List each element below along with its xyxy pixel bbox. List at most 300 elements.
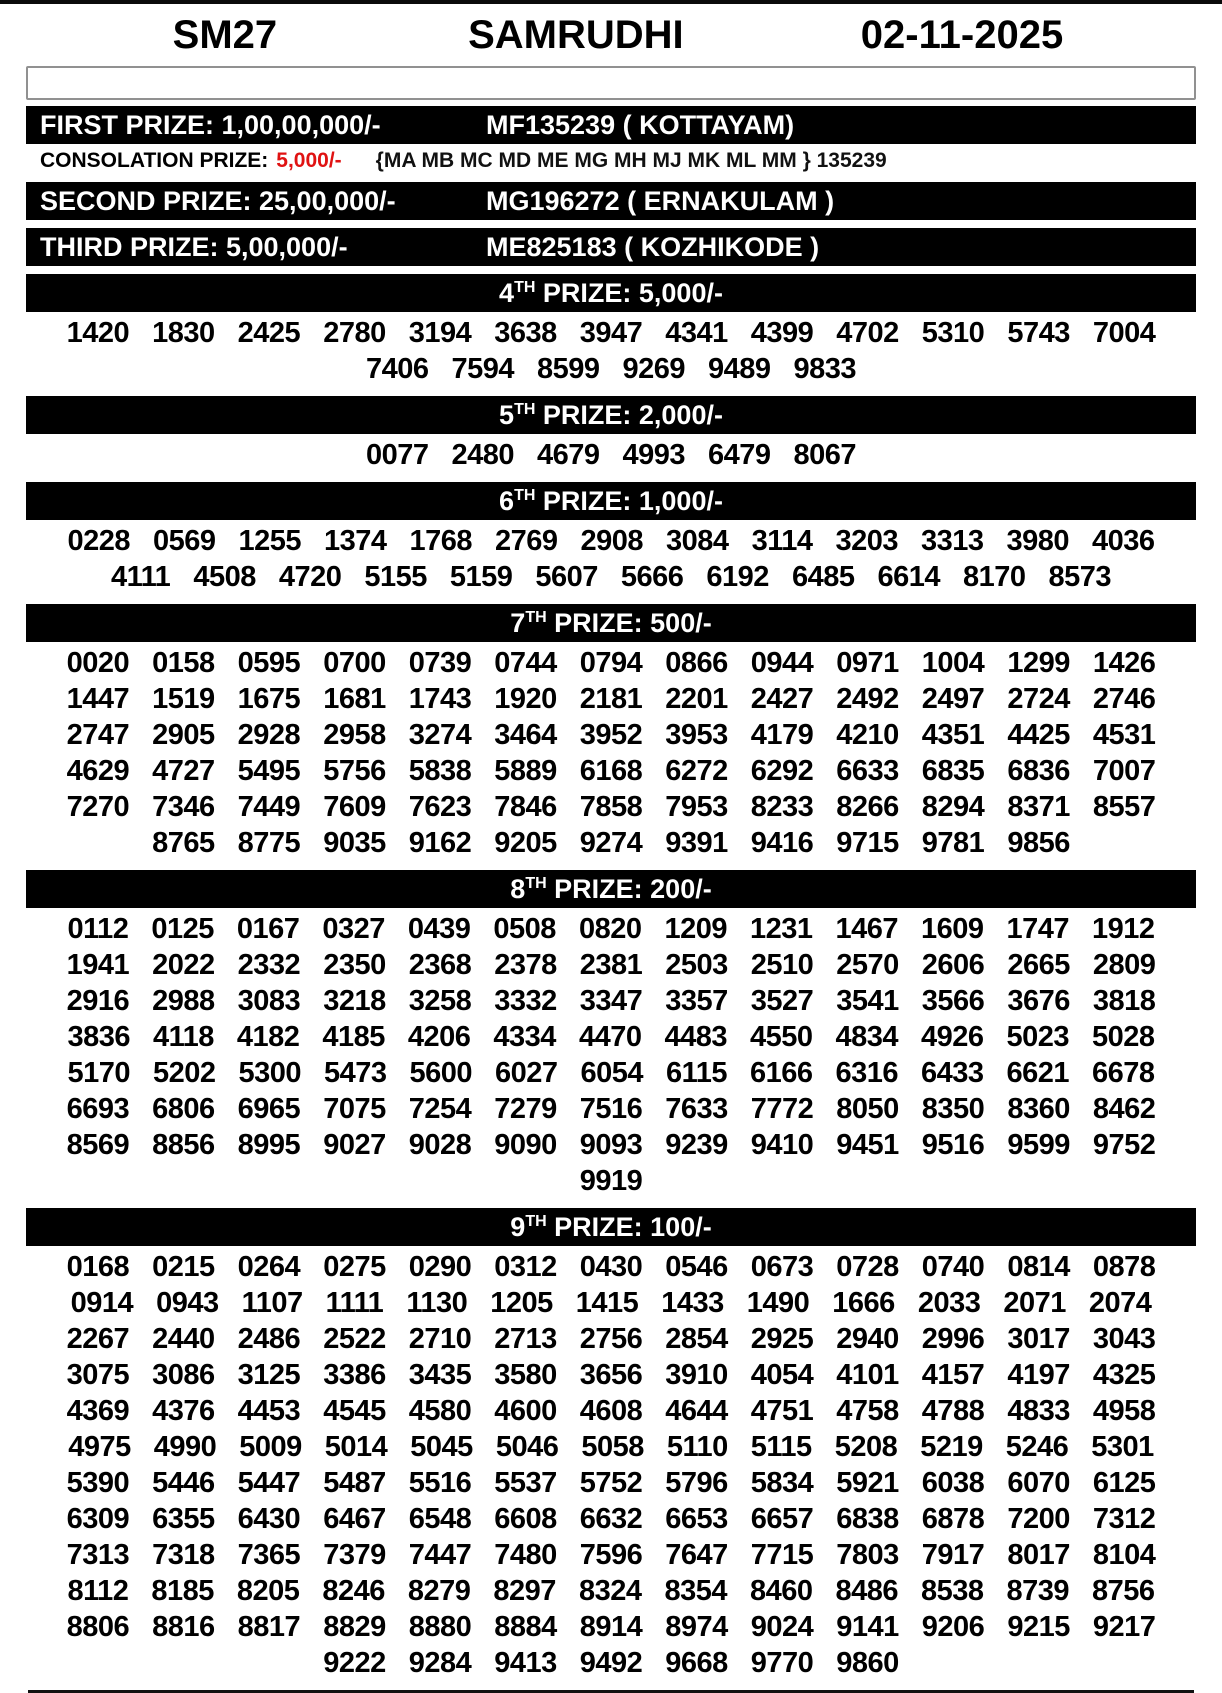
- winning-number: 0744: [494, 647, 557, 679]
- winning-number: 6038: [921, 1467, 985, 1499]
- winning-number: 2756: [579, 1323, 643, 1355]
- winning-number: 0264: [237, 1251, 301, 1283]
- second-prize-winner: MG196272 ( ERNAKULAM ): [486, 186, 835, 216]
- winning-number: 5300: [238, 1057, 301, 1089]
- winning-number: 8324: [578, 1575, 642, 1607]
- winning-number: 9090: [494, 1129, 557, 1161]
- winning-number: 6835: [921, 755, 985, 787]
- winning-number: 9222: [323, 1647, 386, 1679]
- winning-number: 1426: [1092, 647, 1156, 679]
- winning-number: 5155: [364, 561, 427, 593]
- winning-number: 5219: [920, 1431, 983, 1463]
- winning-number: 7379: [323, 1539, 386, 1571]
- winning-number: 3357: [665, 985, 728, 1017]
- winning-number: 8360: [1007, 1093, 1070, 1125]
- number-row: [26, 717, 1196, 753]
- first-prize-winner: MF135239 ( KOTTAYAM): [486, 110, 795, 140]
- first-prize-label: FIRST PRIZE: 1,00,00,000/-: [40, 110, 381, 140]
- winning-number: 2854: [665, 1323, 728, 1355]
- winning-number: 8974: [665, 1611, 728, 1643]
- winning-number: 7004: [1092, 317, 1156, 349]
- winning-number: 2381: [579, 949, 643, 981]
- winning-number: 9274: [579, 827, 643, 859]
- winning-number: 9668: [665, 1647, 728, 1679]
- winning-number: 9413: [494, 1647, 557, 1679]
- winning-number: 2940: [836, 1323, 899, 1355]
- winning-number: 2350: [323, 949, 386, 981]
- winning-number: 0820: [578, 913, 642, 945]
- winning-number: 1130: [406, 1287, 468, 1319]
- winning-number: 4111: [111, 561, 171, 593]
- winning-number: 8806: [66, 1611, 130, 1643]
- winning-number: 8765: [152, 827, 215, 859]
- tier-section-8th-prize: [26, 870, 1196, 1200]
- winning-number: 4179: [750, 719, 814, 751]
- winning-number: 0740: [921, 1251, 985, 1283]
- header: [26, 6, 1196, 64]
- winning-number: 2606: [921, 949, 985, 981]
- winning-number: 4369: [66, 1395, 130, 1427]
- winning-number: 4600: [494, 1395, 557, 1427]
- winning-number: 3566: [921, 985, 985, 1017]
- winning-number: 2503: [665, 949, 728, 981]
- tier-heading: 9TH PRIZE: 100/-: [26, 1208, 1196, 1246]
- winning-number: 6836: [1007, 755, 1070, 787]
- winning-number: 5752: [579, 1467, 643, 1499]
- winning-number: 4399: [750, 317, 814, 349]
- number-row: [26, 1573, 1196, 1609]
- winning-number: 5537: [494, 1467, 557, 1499]
- winning-number: 8756: [1092, 1575, 1155, 1607]
- winning-number: 0158: [152, 647, 215, 679]
- winning-number: 4990: [153, 1431, 217, 1463]
- winning-number: 8775: [237, 827, 301, 859]
- winning-number: 3676: [1007, 985, 1070, 1017]
- number-row: [26, 681, 1196, 717]
- winning-number: 0569: [152, 525, 216, 557]
- winning-number: 7803: [836, 1539, 899, 1571]
- number-row: [26, 825, 1196, 861]
- winning-number: 7846: [494, 791, 557, 823]
- winning-number: 6272: [665, 755, 728, 787]
- winning-number: 3386: [323, 1359, 386, 1391]
- winning-number: 6693: [66, 1093, 130, 1125]
- winning-number: 9833: [793, 353, 857, 385]
- winning-number: 3953: [665, 719, 728, 751]
- winning-number: 6316: [835, 1057, 898, 1089]
- tier-heading: 6TH PRIZE: 1,000/-: [26, 482, 1196, 520]
- winning-number: 9206: [921, 1611, 985, 1643]
- winning-number: 3274: [408, 719, 472, 751]
- winning-number: 3947: [579, 317, 643, 349]
- winning-number: 1374: [323, 525, 387, 557]
- winning-number: 8350: [921, 1093, 985, 1125]
- winning-number: 3017: [1007, 1323, 1070, 1355]
- winning-number: 5834: [750, 1467, 814, 1499]
- number-row: [26, 1019, 1196, 1055]
- winning-number: 9269: [622, 353, 686, 385]
- winning-number: 5743: [1007, 317, 1070, 349]
- winning-number: 9489: [708, 353, 771, 385]
- winning-number: 3313: [921, 525, 984, 557]
- tier-heading: 4TH PRIZE: 5,000/-: [26, 274, 1196, 312]
- winning-number: 1768: [409, 525, 473, 557]
- winning-number: 5170: [67, 1057, 130, 1089]
- winning-number: 3347: [579, 985, 643, 1017]
- winning-number: 3125: [237, 1359, 301, 1391]
- winning-number: 3084: [666, 525, 729, 557]
- winning-number: 2440: [152, 1323, 215, 1355]
- winning-number: 0546: [665, 1251, 728, 1283]
- winning-number: 2905: [152, 719, 215, 751]
- winning-number: 1666: [832, 1287, 895, 1319]
- winning-number: 7596: [579, 1539, 643, 1571]
- winning-number: 5796: [665, 1467, 728, 1499]
- winning-number: 6548: [408, 1503, 472, 1535]
- winning-number: 2916: [66, 985, 130, 1017]
- winning-number: 7772: [750, 1093, 814, 1125]
- lottery-result-page: [0, 6, 1222, 1693]
- winning-number: 1519: [152, 683, 215, 715]
- winning-number: 5115: [750, 1431, 812, 1463]
- winning-number: 1681: [323, 683, 386, 715]
- winning-number: 0595: [237, 647, 301, 679]
- winning-number: 5473: [323, 1057, 387, 1089]
- winning-number: 8884: [494, 1611, 557, 1643]
- third-prize-winner: ME825183 ( KOZHIKODE ): [486, 232, 820, 262]
- winning-number: 7254: [408, 1093, 472, 1125]
- winning-number: 2710: [408, 1323, 472, 1355]
- tier-section-6th-prize: [26, 482, 1196, 596]
- winning-number: 4545: [323, 1395, 386, 1427]
- winning-number: 6115: [666, 1057, 727, 1089]
- winning-number: 8817: [237, 1611, 301, 1643]
- consolation-amount: 5,000/-: [276, 149, 342, 172]
- winning-number: 7480: [494, 1539, 557, 1571]
- winning-number: 2201: [665, 683, 728, 715]
- winning-number: 3114: [751, 525, 813, 557]
- tier-section-4th-prize: [26, 274, 1196, 388]
- winning-number: 3638: [494, 317, 557, 349]
- winning-number: 0508: [493, 913, 556, 945]
- winning-number: 5014: [324, 1431, 388, 1463]
- winning-number: 2497: [921, 683, 985, 715]
- winning-number: 0077: [365, 439, 429, 471]
- number-row: [26, 1285, 1196, 1321]
- winning-number: 2033: [917, 1287, 981, 1319]
- winning-number: 4206: [407, 1021, 471, 1053]
- winning-number: 4679: [536, 439, 600, 471]
- number-row: [26, 437, 1196, 473]
- winning-number: 4833: [1007, 1395, 1070, 1427]
- winning-number: 4334: [493, 1021, 556, 1053]
- winning-number: 9492: [579, 1647, 643, 1679]
- winning-number: 1920: [494, 683, 557, 715]
- second-prize-label: SECOND PRIZE: 25,00,000/-: [40, 186, 396, 216]
- number-row: [26, 1501, 1196, 1537]
- winning-number: 3332: [494, 985, 557, 1017]
- winning-number: 2724: [1007, 683, 1070, 715]
- winning-number: 4993: [622, 439, 686, 471]
- winning-number: 9770: [750, 1647, 814, 1679]
- consolation-label: CONSOLATION PRIZE:: [40, 149, 269, 172]
- winning-number: 3194: [408, 317, 472, 349]
- winning-number: 5390: [66, 1467, 130, 1499]
- winning-number: 5028: [1092, 1021, 1155, 1053]
- winning-number: 6433: [921, 1057, 984, 1089]
- winning-number: 1447: [66, 683, 130, 715]
- winning-number: 6168: [579, 755, 643, 787]
- winning-number: 1107: [241, 1287, 303, 1319]
- winning-number: 5495: [237, 755, 301, 787]
- winning-number: 9215: [1007, 1611, 1070, 1643]
- tier-section-7th-prize: [26, 604, 1196, 862]
- winning-number: 8538: [921, 1575, 984, 1607]
- winning-number: 8067: [793, 439, 857, 471]
- winning-number: 1941: [66, 949, 130, 981]
- tier-section-9th-prize: [26, 1208, 1196, 1682]
- winning-number: 3656: [579, 1359, 643, 1391]
- winning-number: 1830: [152, 317, 215, 349]
- winning-number: 4325: [1092, 1359, 1156, 1391]
- number-row: [26, 523, 1196, 559]
- winning-number: 6485: [791, 561, 855, 593]
- winning-number: 2570: [836, 949, 899, 981]
- winning-number: 7007: [1092, 755, 1156, 787]
- winning-number: 5447: [237, 1467, 301, 1499]
- winning-number: 2510: [750, 949, 814, 981]
- winning-number: 9284: [408, 1647, 472, 1679]
- winning-number: 0700: [323, 647, 386, 679]
- winning-number: 7313: [66, 1539, 130, 1571]
- winning-number: 0215: [152, 1251, 215, 1283]
- winning-number: 2769: [495, 525, 558, 557]
- winning-number: 9093: [579, 1129, 643, 1161]
- winning-number: 6430: [237, 1503, 301, 1535]
- winning-number: 4054: [750, 1359, 814, 1391]
- winning-number: 0878: [1092, 1251, 1156, 1283]
- number-row: [26, 1127, 1196, 1163]
- winning-number: 4197: [1007, 1359, 1070, 1391]
- winning-number: 7318: [152, 1539, 215, 1571]
- winning-number: 8557: [1092, 791, 1156, 823]
- winning-number: 9035: [323, 827, 386, 859]
- winning-number: 9856: [1007, 827, 1070, 859]
- winning-number: 4182: [236, 1021, 300, 1053]
- winning-number: 8914: [579, 1611, 643, 1643]
- winning-number: 7715: [750, 1539, 814, 1571]
- winning-number: 4751: [750, 1395, 814, 1427]
- winning-number: 1747: [1006, 913, 1070, 945]
- winning-number: 3258: [408, 985, 472, 1017]
- winning-number: 5046: [495, 1431, 559, 1463]
- winning-number: 1205: [490, 1287, 553, 1319]
- winning-number: 4975: [68, 1431, 131, 1463]
- winning-number: 4644: [665, 1395, 728, 1427]
- winning-number: 5208: [834, 1431, 898, 1463]
- number-row: [26, 645, 1196, 681]
- winning-number: 5246: [1005, 1431, 1069, 1463]
- winning-number: 0914: [70, 1287, 134, 1319]
- winning-number: 9162: [408, 827, 472, 859]
- winning-number: 1675: [237, 683, 301, 715]
- winning-number: 8816: [152, 1611, 215, 1643]
- winning-number: 2780: [323, 317, 386, 349]
- winning-number: 3083: [237, 985, 301, 1017]
- winning-number: 3527: [750, 985, 814, 1017]
- winning-number: 2074: [1088, 1287, 1152, 1319]
- winning-number: 7365: [237, 1539, 301, 1571]
- winning-number: 6125: [1092, 1467, 1156, 1499]
- winning-number: 7917: [921, 1539, 985, 1571]
- winning-number: 8266: [836, 791, 899, 823]
- winning-number: 7516: [579, 1093, 643, 1125]
- winning-number: 0168: [66, 1251, 130, 1283]
- tier-heading: 7TH PRIZE: 500/-: [26, 604, 1196, 642]
- winning-number: 6614: [877, 561, 940, 593]
- winning-number: 4210: [836, 719, 899, 751]
- winning-number: 4425: [1007, 719, 1070, 751]
- number-row: [26, 1357, 1196, 1393]
- winning-number: 9752: [1092, 1129, 1156, 1161]
- winning-number: 8233: [750, 791, 814, 823]
- search-input[interactable]: [26, 66, 1196, 100]
- winning-number: 2746: [1092, 683, 1156, 715]
- winning-number: 8185: [151, 1575, 214, 1607]
- winning-number: 9239: [665, 1129, 728, 1161]
- winning-number: 3541: [836, 985, 899, 1017]
- winning-number: 5446: [152, 1467, 215, 1499]
- winning-number: 7406: [365, 353, 429, 385]
- winning-number: 8354: [664, 1575, 727, 1607]
- winning-number: 0439: [407, 913, 471, 945]
- winning-number: 4958: [1092, 1395, 1156, 1427]
- winning-number: 7449: [237, 791, 301, 823]
- winning-number: 9416: [750, 827, 814, 859]
- winning-number: 6878: [921, 1503, 985, 1535]
- winning-number: 6608: [494, 1503, 557, 1535]
- winning-number: 6027: [495, 1057, 558, 1089]
- winning-number: 2378: [494, 949, 557, 981]
- winning-number: 0728: [836, 1251, 899, 1283]
- tier-numbers: [26, 520, 1196, 596]
- winning-number: 4834: [835, 1021, 898, 1053]
- winning-number: 5009: [239, 1431, 302, 1463]
- winning-number: 6838: [836, 1503, 899, 1535]
- winning-number: 8050: [836, 1093, 899, 1125]
- winning-number: 4720: [278, 561, 342, 593]
- winning-number: 2928: [237, 719, 301, 751]
- winning-number: 6292: [750, 755, 814, 787]
- winning-number: 2492: [836, 683, 899, 715]
- winning-number: 5110: [666, 1431, 728, 1463]
- winning-number: 6467: [323, 1503, 386, 1535]
- winning-number: 5600: [409, 1057, 473, 1089]
- winning-number: 7647: [665, 1539, 728, 1571]
- winning-number: 6479: [708, 439, 771, 471]
- winning-number: 9028: [408, 1129, 472, 1161]
- winning-number: 2522: [323, 1323, 386, 1355]
- number-row: [26, 789, 1196, 825]
- winning-number: 9141: [836, 1611, 899, 1643]
- tier-numbers: [26, 642, 1196, 862]
- winning-number: 6355: [152, 1503, 215, 1535]
- winning-number: 9410: [750, 1129, 814, 1161]
- number-row: [26, 983, 1196, 1019]
- winning-number: 4483: [664, 1021, 727, 1053]
- tier-heading: 8TH PRIZE: 200/-: [26, 870, 1196, 908]
- winning-number: 1255: [238, 525, 301, 557]
- winning-number: 1209: [664, 913, 727, 945]
- winning-number: 2486: [237, 1323, 301, 1355]
- winning-number: 4702: [836, 317, 899, 349]
- top-border-line: [0, 0, 1222, 4]
- winning-number: 0944: [750, 647, 814, 679]
- winning-number: 2925: [750, 1323, 814, 1355]
- winning-number: 4758: [836, 1395, 899, 1427]
- winning-number: 4157: [921, 1359, 985, 1391]
- winning-number: 4453: [237, 1395, 301, 1427]
- number-row: [26, 1645, 1196, 1681]
- winning-number: 7346: [152, 791, 215, 823]
- winning-number: 0866: [665, 647, 728, 679]
- tier-numbers: [26, 312, 1196, 388]
- winning-number: 1467: [835, 913, 898, 945]
- winning-number: 9205: [494, 827, 557, 859]
- winning-number: 2908: [580, 525, 644, 557]
- winning-number: 2022: [152, 949, 215, 981]
- winning-number: 4727: [152, 755, 215, 787]
- winning-number: 2988: [152, 985, 215, 1017]
- winning-number: 9715: [836, 827, 899, 859]
- winning-number: 4185: [322, 1021, 385, 1053]
- tier-numbers: [26, 1246, 1196, 1682]
- winning-number: 6653: [665, 1503, 728, 1535]
- winning-number: 8294: [921, 791, 985, 823]
- winning-number: 0327: [322, 913, 385, 945]
- winning-number: 4926: [921, 1021, 984, 1053]
- winning-number: 7270: [66, 791, 130, 823]
- number-row: [26, 1537, 1196, 1573]
- winning-number: 3218: [323, 985, 386, 1017]
- winning-number: 9516: [921, 1129, 985, 1161]
- winning-number: 8880: [408, 1611, 472, 1643]
- winning-number: 9860: [836, 1647, 899, 1679]
- winning-number: 0275: [323, 1251, 386, 1283]
- winning-number: 1231: [749, 913, 813, 945]
- winning-number: 9781: [921, 827, 985, 859]
- winning-number: 0673: [750, 1251, 814, 1283]
- winning-number: 5921: [836, 1467, 899, 1499]
- winning-number: 6806: [152, 1093, 215, 1125]
- winning-number: 8573: [1048, 561, 1111, 593]
- winning-number: 8371: [1007, 791, 1070, 823]
- winning-number: 8569: [66, 1129, 130, 1161]
- winning-number: 7953: [665, 791, 728, 823]
- winning-number: 5023: [1006, 1021, 1070, 1053]
- winning-number: 2181: [579, 683, 643, 715]
- winning-number: 1111: [325, 1287, 384, 1319]
- winning-number: 1433: [661, 1287, 724, 1319]
- winning-number: 2427: [750, 683, 814, 715]
- winning-number: 8829: [323, 1611, 386, 1643]
- winning-number: 3980: [1006, 525, 1070, 557]
- winning-number: 3043: [1092, 1323, 1156, 1355]
- winning-number: 0290: [408, 1251, 472, 1283]
- winning-number: 1743: [408, 683, 472, 715]
- winning-number: 6070: [1007, 1467, 1070, 1499]
- winning-number: 6054: [580, 1057, 644, 1089]
